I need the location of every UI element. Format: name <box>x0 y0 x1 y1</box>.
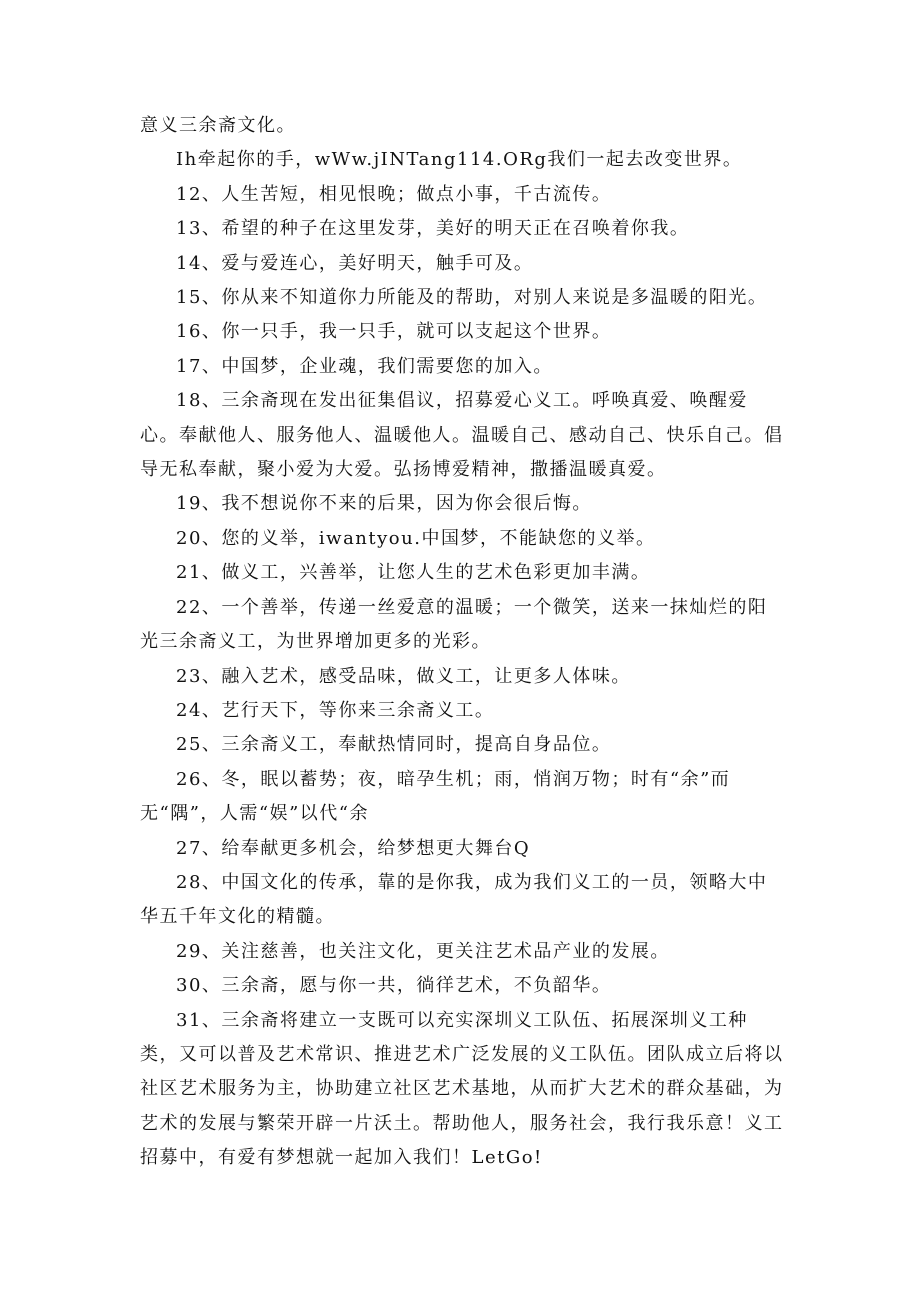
paragraph: 31、三余斋将建立一支既可以充实深圳义工队伍、拓展深圳义工种类，又可以普及艺术常识、推进艺术广泛发展的义工队伍。团队成立后将以社区艺术服务为主，协助建立社区艺术基地，从而扩大艺术的群众基础，为艺术的发展与繁荣开辟一片沃土。帮助他人，服务社会，我行我乐意！义工招募中，有爱有梦想就一起加入我们！LetGo! <box>140 1009 784 1169</box>
paragraph: 12、人生苦短，相见恨晚；做点小事，千古流传。 <box>176 183 612 205</box>
paragraph: 19、我不想说你不来的后果，因为你会很后悔。 <box>176 493 592 515</box>
paragraph: 26、冬，眠以蓄势；夜，暗孕生机；雨，悄润万物；时有“余”而无“隅”，人需“娱”以代“余 <box>140 768 731 825</box>
paragraph: Ih牵起你的手，wWw.jINTang114.ORg我们一起去改变世界。 <box>176 149 743 171</box>
paragraph: 25、三余斋义工，奉献热情同时，提高自身品位。 <box>176 734 612 756</box>
paragraph: 20、您的义举，iwantyou.中国梦，不能缺您的义举。 <box>176 527 656 549</box>
paragraph: 24、艺行天下，等你来三余斋义工。 <box>176 699 495 721</box>
paragraph: 29、关注慈善，也关注文化，更关注艺术品产业的发展。 <box>176 940 670 962</box>
paragraph: 13、希望的种子在这里发芽，美好的明天正在召唤着你我。 <box>176 218 690 240</box>
document-body <box>140 109 784 1176</box>
paragraph: 27、给奉献更多机会，给梦想更大舞台Q <box>176 837 531 859</box>
paragraph: 17、中国梦，企业魂，我们需要您的加入。 <box>176 355 553 377</box>
paragraph: 22、一个善举，传递一丝爱意的温暖；一个微笑，送来一抹灿烂的阳光三余斋义工，为世界增加更多的光彩。 <box>140 596 768 653</box>
paragraph: 意义三余斋文化。 <box>140 115 296 136</box>
paragraph: 28、中国文化的传承，靠的是你我，成为我们义工的一员，领略大中华五千年文化的精髓。 <box>140 871 768 928</box>
paragraph: 21、做义工，兴善举，让您人生的艺术色彩更加丰满。 <box>176 562 651 584</box>
paragraph: 14、爱与爱连心，美好明天，触手可及。 <box>176 252 534 274</box>
paragraph: 15、你从来不知道你力所能及的帮助，对别人来说是多温暖的阳光。 <box>176 287 768 309</box>
paragraph: 18、三余斋现在发出征集倡议，招募爱心义工。呼唤真爱、唤醒爱心。奉献他人、服务他人、温暖他人。温暖自己、感动自己、快乐自己。倡导无私奉献，聚小爱为大爱。弘扬博爱精神，撒播温暖真爱。 <box>140 390 784 481</box>
paragraph: 16、你一只手，我一只手，就可以支起这个世界。 <box>176 321 612 343</box>
paragraph: 23、融入艺术，感受品味，做义工，让更多人体味。 <box>176 665 631 687</box>
paragraph: 30、三余斋，愿与你一共，徜徉艺术，不负韶华。 <box>176 975 612 997</box>
